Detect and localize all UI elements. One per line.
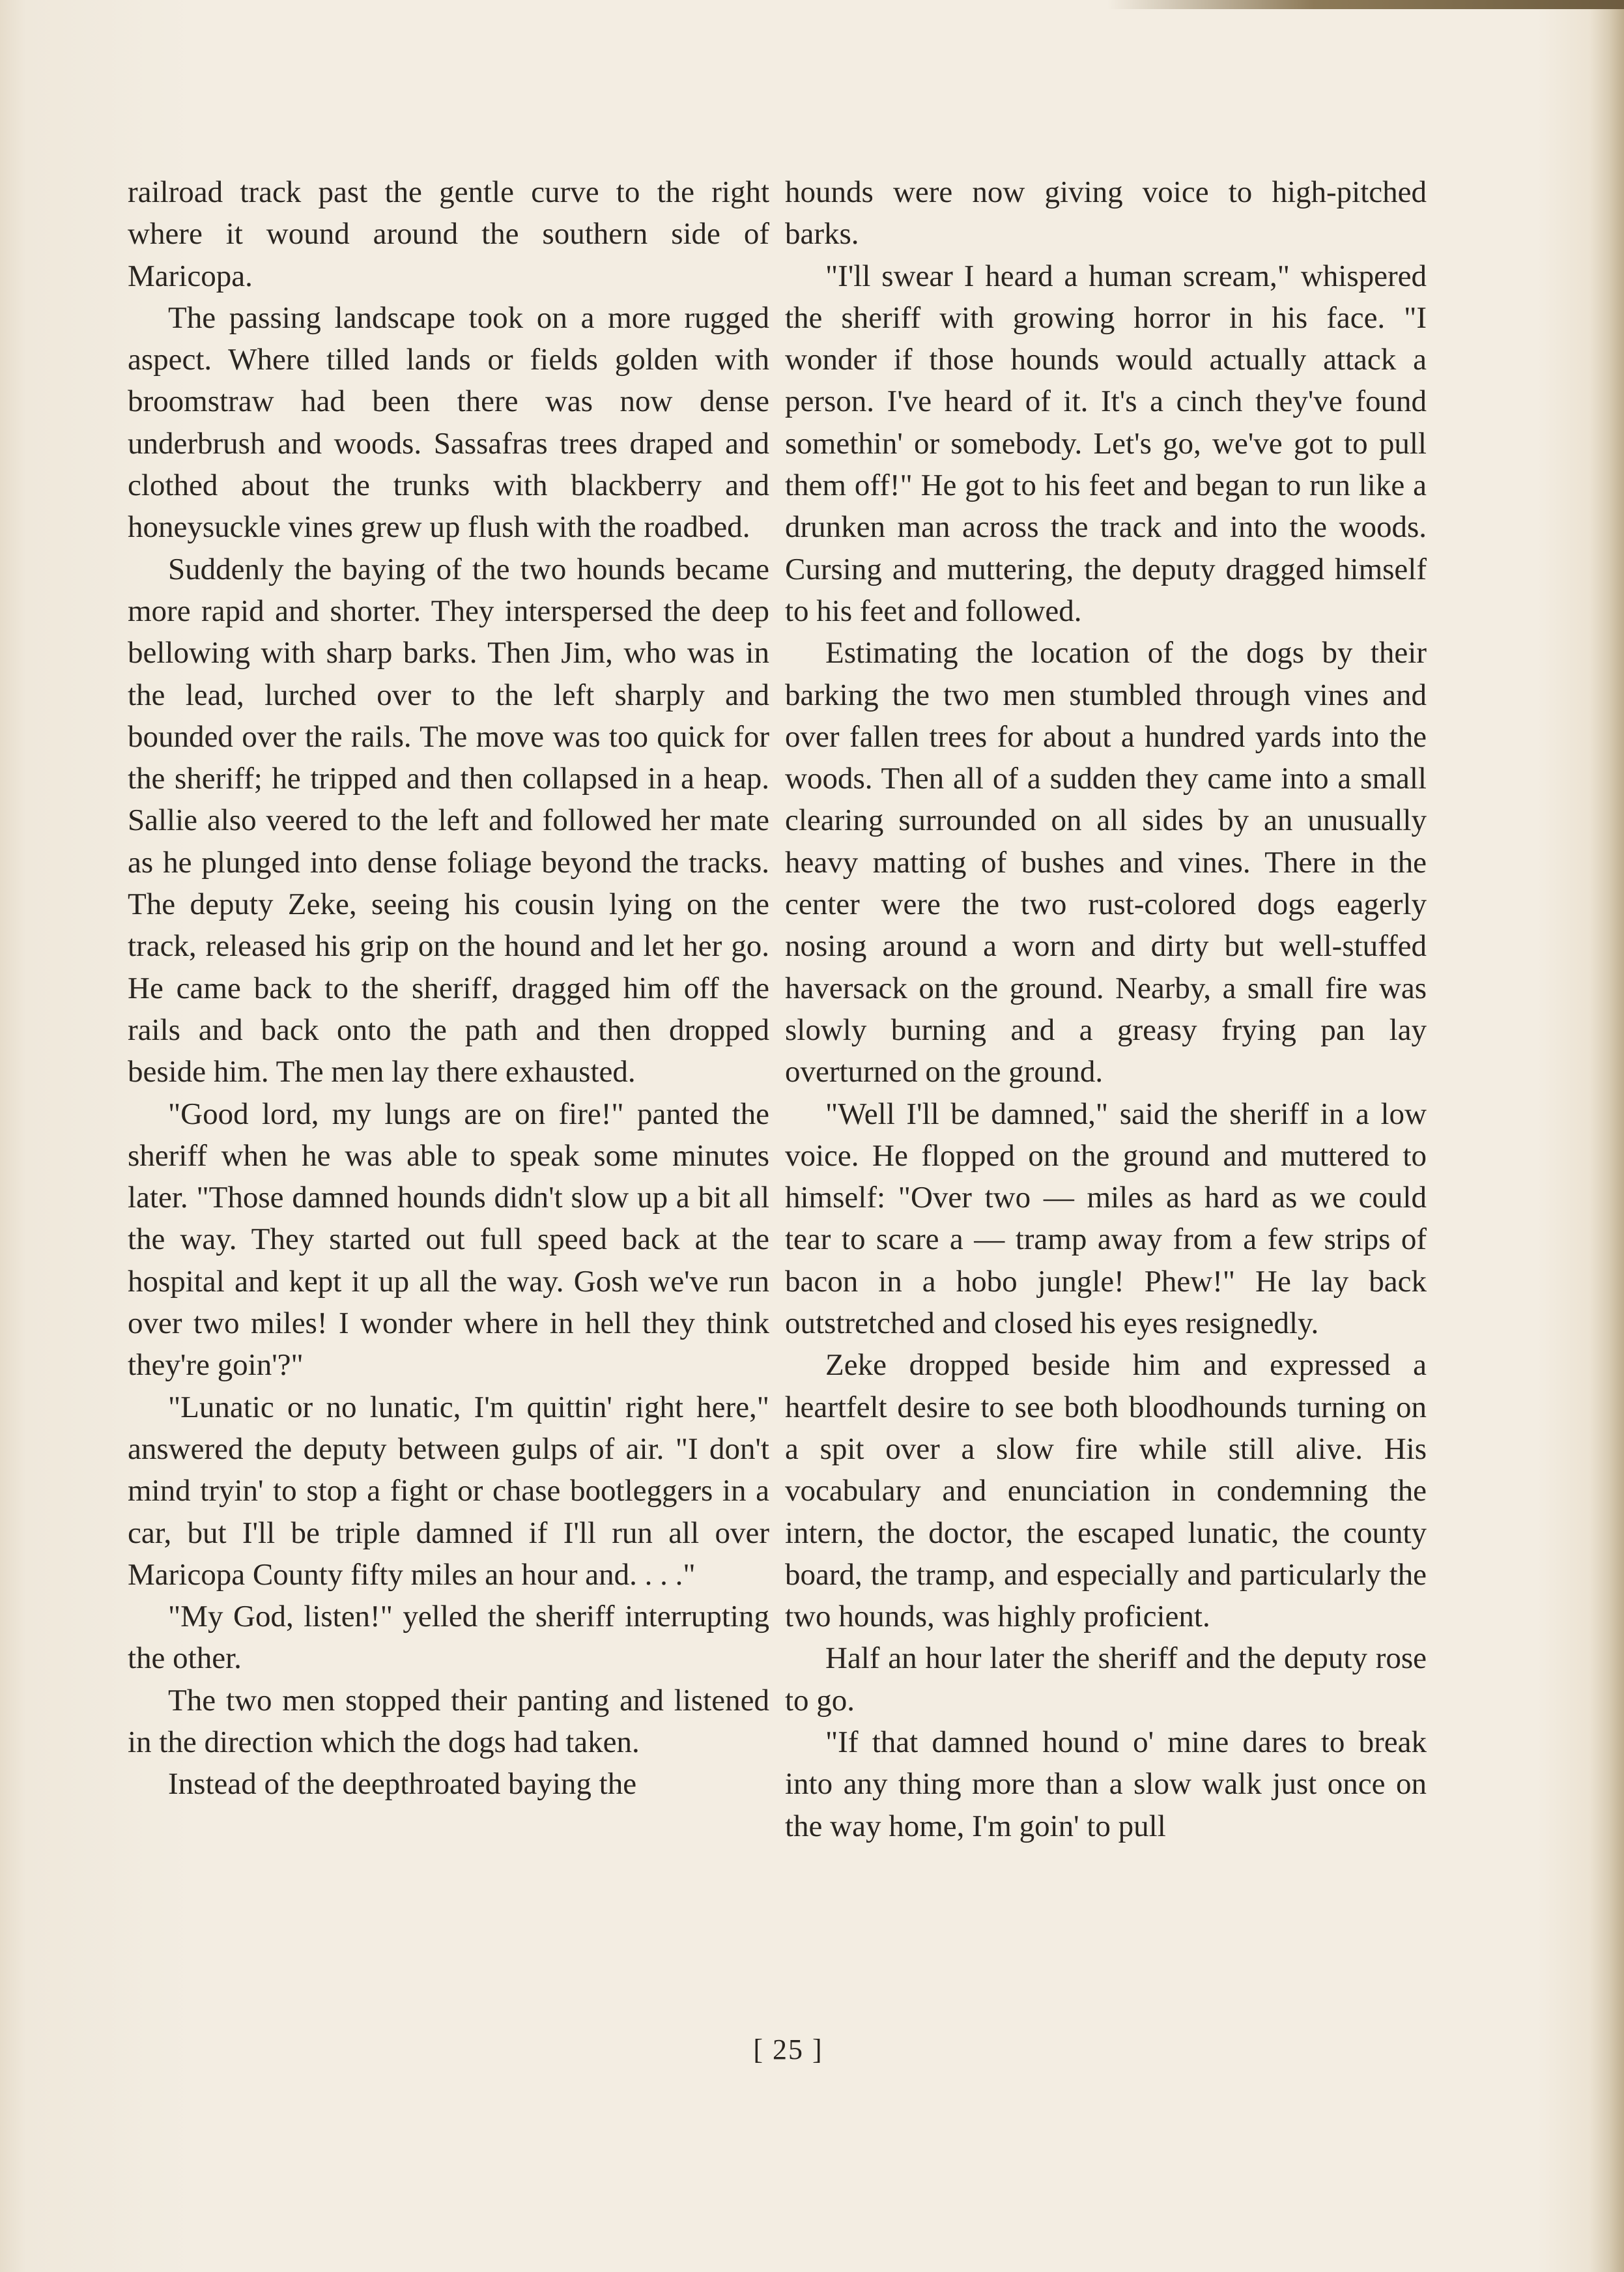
paragraph: "My God, listen!" yelled the sheriff interrupting the other. [128, 1600, 769, 1676]
paragraph: Instead of the deepthroated baying the [168, 1767, 637, 1802]
paragraph: Zeke dropped beside him and expressed a heartfelt desire to see both bloodhounds turning on a spit over a slow fire while still alive. His vocabulary and enunciation in condemning the intern, the doctor, the escaped lunatic, the county board, the tramp, and especially and particularly the two hounds, was highly proficient. [785, 1348, 1427, 1634]
page-edge-shadow [1107, 0, 1624, 9]
paragraph: Estimating the location of the dogs by their barking the two men stumbled through vines and over fallen trees for about a hundred yards into the woods. Then all of a sudden they came into a small clearing surrounded on all sides by an unusually heavy matting of bushes and vines. There in the center were the two rust-colored dogs eagerly nosing around a worn and dirty but well-stuffed haversack on the ground. Nearby, a small fire was slowly burning and a greasy frying pan lay overturned on the ground. [785, 636, 1427, 1089]
paragraph: "I'll swear I heard a human scream," whispered the sheriff with growing horror in his face. "I wonder if those hounds would actually attack a person. I've heard of it. It's a cinch they've found somethin' or somebody. Let's go, we've got to pull them off!" He got to his feet and began to run like a drunken man across the track and into the woods. Cursing and muttering, the deputy dragged himself to his feet and followed. [785, 259, 1427, 628]
paragraph: "If that damned hound o' mine dares to break into any thing more than a slow walk just once on the way home, I'm goin' to pull [785, 1725, 1427, 1843]
paragraph: "Lunatic or no lunatic, I'm quittin' right here," answered the deputy between gulps of air. "I don't mind tryin' to stop a fight or chase bootleggers in a car, but I'll be triple damned if I'll run all over Maricopa County fifty miles an hour and. . . ." [128, 1390, 769, 1592]
paragraph: hounds were now giving voice to high-pitched barks. [785, 175, 1427, 252]
paragraph: "Good lord, my lungs are on fire!" panted the sheriff when he was able to speak some minutes later. "Those damned hounds didn't slow up a bit all the way. They started out full speed back at the hospital and kept it up all the way. Gosh we've run over two miles! I wonder where in hell they think they're goin'?" [128, 1097, 769, 1383]
paragraph: "Well I'll be damned," said the sheriff in a low voice. He flopped on the ground and muttered to himself: "Over two — miles as hard as we could tear to scare a — tramp away from a few strips of bacon in a hobo jungle! Phew!" He lay back outstretched and closed his eyes resignedly. [785, 1097, 1427, 1341]
paragraph: railroad track past the gentle curve to the right where it wound around the southern side of Maricopa. [128, 175, 769, 293]
text-column-right [785, 171, 1427, 1847]
paragraph: The passing landscape took on a more rugged aspect. Where tilled lands or fields golden with broomstraw had been there was now dense underbrush and woods. Sassafras trees draped and clothed about the trunks with blackberry and honeysuckle vines grew up flush with the roadbed. [128, 300, 769, 545]
page-number: [ 25 ] [753, 2034, 823, 2065]
paragraph: Half an hour later the sheriff and the deputy rose to go. [785, 1641, 1427, 1718]
text-column-left [128, 171, 769, 1805]
paragraph: Suddenly the baying of the two hounds became more rapid and shorter. They interspersed the deep bellowing with sharp barks. Then Jim, who was in the lead, lurched over to the left sharply and bounded over the rails. The move was too quick for the sheriff; he tripped and then collapsed in a heap. Sallie also veered to the left and followed her mate as he plunged into dense foliage beyond the tracks. The deputy Zeke, seeing his cousin lying on the track, released his grip on the hound and let her go. He came back to the sheriff, dragged him off the rails and back onto the path and then dropped beside him. The men lay there exhausted. [128, 552, 769, 1089]
paragraph: The two men stopped their panting and listened in the direction which the dogs had taken. [128, 1683, 769, 1759]
